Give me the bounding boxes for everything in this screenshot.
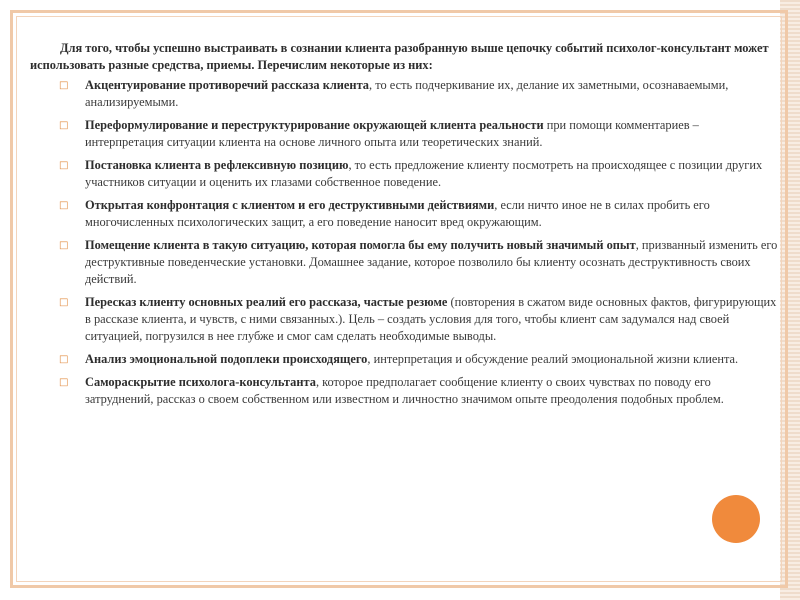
decorative-orange-circle [712,495,760,543]
list-item [30,237,778,288]
list-item [30,351,778,368]
list-item [30,117,778,151]
item-title: Постановка клиента в рефлексивную позицию [85,158,349,172]
list-item [30,197,778,231]
item-text: , если ничто иное не в силах пробить его многочисленных психологических защит, а его поведение наносит вред окружающим. [85,198,710,229]
bullet-icon: □ [59,240,69,251]
item-text: (повторения в сжатом виде основных фактов, фигурирующих в рассказе клиента, и чувств, с ними связанных.). Цель – создать условия для того, чтобы клиент сам задумался над своей ситуацией, погрузился в нее глубже и смог сам сделать необходимые выводы. [85,295,777,343]
list-item [30,157,778,191]
item-text: , призванный изменить его деструктивные поведенческие установки. Домашнее задание, которое позволило бы клиенту осознать деструктивность своих действий. [85,238,778,286]
item-title: Помещение клиента в такую ситуацию, которая помогла бы ему получить новый значимый опыт [85,238,636,252]
bullet-icon: □ [59,377,69,388]
item-title: Анализ эмоциональной подоплеки происходящего [85,352,368,366]
bullet-icon: □ [59,160,69,171]
item-title: Переформулирование и переструктурирование окружающей клиента реальности [85,118,544,132]
item-text: , то есть предложение клиенту посмотреть на происходящее с позиции других участников ситуации и оценить их глазами собственное поведение. [85,158,763,189]
item-title: Акцентуирование противоречий рассказа клиента [85,78,370,92]
item-text: , которое предполагает сообщение клиенту о своих чувствах по поводу его затруднений, рассказ о своем собственном или известном и личностно значимом опыте преодоления подобных проблем. [85,375,724,406]
item-text: , интерпретация и обсуждение реалий эмоциональной жизни клиента. [367,352,739,366]
bullet-icon: □ [59,80,69,91]
item-text: , то есть подчеркивание их, делание их заметными, осознаваемыми, анализируемыми. [85,78,729,109]
techniques-list [30,77,778,408]
bullet-icon: □ [59,354,69,365]
bullet-icon: □ [59,200,69,211]
item-title: Пересказ клиенту основных реалий его рассказа, частые резюме [85,295,448,309]
item-title: Самораскрытие психолога-консультанта [85,375,316,389]
list-item [30,294,778,345]
item-title: Открытая конфронтация с клиентом и его деструктивными действиями [85,198,495,212]
bullet-icon: □ [59,120,69,131]
item-text: при помощи комментариев – интерпретация ситуации клиента на основе личного опыта или теоретических знаний. [85,118,699,149]
slide-content [30,40,778,414]
intro-paragraph: Для того, чтобы успешно выстраивать в сознании клиента разобранную выше цепочку событий психолог-консультант может использовать разные средства, приемы. Перечислим некоторые из них: [30,41,769,72]
bullet-icon: □ [59,297,69,308]
list-item [30,77,778,111]
list-item [30,374,778,408]
